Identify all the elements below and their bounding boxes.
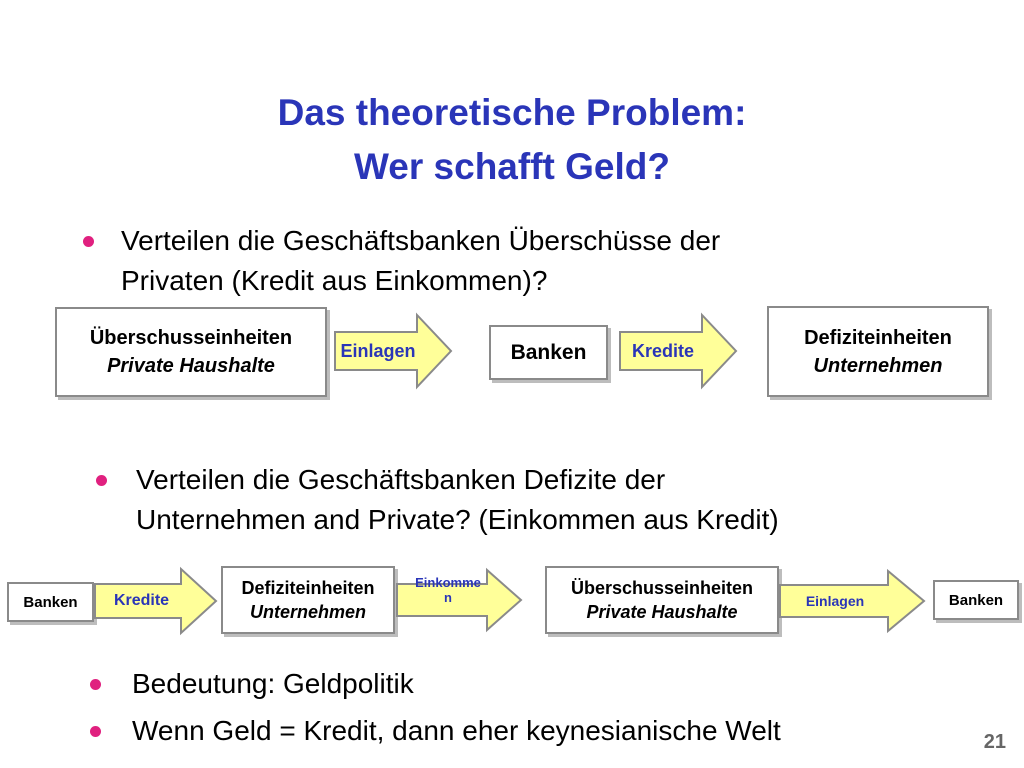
bullet-text-line: Verteilen die Geschäftsbanken Defizite der — [136, 464, 666, 495]
box-label: Banken — [510, 340, 587, 364]
arrow-label: Kredite — [631, 340, 694, 361]
box-banken — [7, 582, 94, 622]
box-banken — [933, 580, 1019, 620]
arrow-label: Kredite — [113, 592, 170, 609]
bullet-item — [90, 711, 970, 751]
arrow-kredite — [93, 567, 218, 635]
bullet-text-line: Bedeutung: Geldpolitik — [132, 668, 414, 699]
box-label: Banken — [948, 591, 1004, 609]
arrow-kredite — [618, 313, 738, 389]
slide-title — [0, 86, 1024, 194]
box-sublabel: Unternehmen — [813, 354, 943, 377]
bullet-text-line: Verteilen die Geschäftsbanken Überschüsse der — [121, 225, 721, 256]
box-defiziteinheiten — [767, 306, 989, 397]
box-label: Defiziteinheiten — [241, 578, 375, 598]
arrow-label: Einkomme n — [415, 575, 481, 605]
box-label: Banken — [23, 593, 78, 611]
arrow-einlagen — [778, 569, 926, 633]
title-line-2: Wer schafft Geld? — [354, 146, 670, 187]
box-sublabel: Private Haushalte — [107, 355, 275, 377]
box-defiziteinheiten — [221, 566, 395, 634]
bullet-item — [83, 221, 983, 301]
box-ueberschusseinheiten — [545, 566, 779, 634]
arrow-einkommen — [395, 568, 523, 632]
bullet-dot-icon — [83, 236, 94, 247]
bullet-dot-icon — [96, 475, 107, 486]
arrow-label: Einlagen — [340, 340, 416, 361]
title-line-1: Das theoretische Problem: — [277, 92, 747, 133]
bullet-item — [90, 664, 970, 704]
bullet-text-line: Wenn Geld = Kredit, dann eher keynesianische Welt — [132, 715, 781, 746]
box-label: Überschusseinheiten — [89, 327, 293, 349]
box-label: Defiziteinheiten — [804, 326, 952, 349]
bullet-text-line: Privaten (Kredit aus Einkommen)? — [121, 265, 548, 296]
box-banken — [489, 325, 608, 380]
box-sublabel: Unternehmen — [249, 602, 366, 622]
box-label: Überschusseinheiten — [570, 578, 754, 598]
bullet-dot-icon — [90, 726, 101, 737]
box-ueberschusseinheiten — [55, 307, 327, 397]
box-sublabel: Private Haushalte — [586, 602, 738, 622]
bullet-text-line: Unternehmen and Private? (Einkommen aus Kredit) — [136, 504, 779, 535]
arrow-einlagen — [333, 313, 453, 389]
arrow-label: Einlagen — [805, 593, 865, 609]
bullet-dot-icon — [90, 679, 101, 690]
bullet-item — [96, 460, 996, 540]
page-number: 21 — [983, 731, 1006, 753]
